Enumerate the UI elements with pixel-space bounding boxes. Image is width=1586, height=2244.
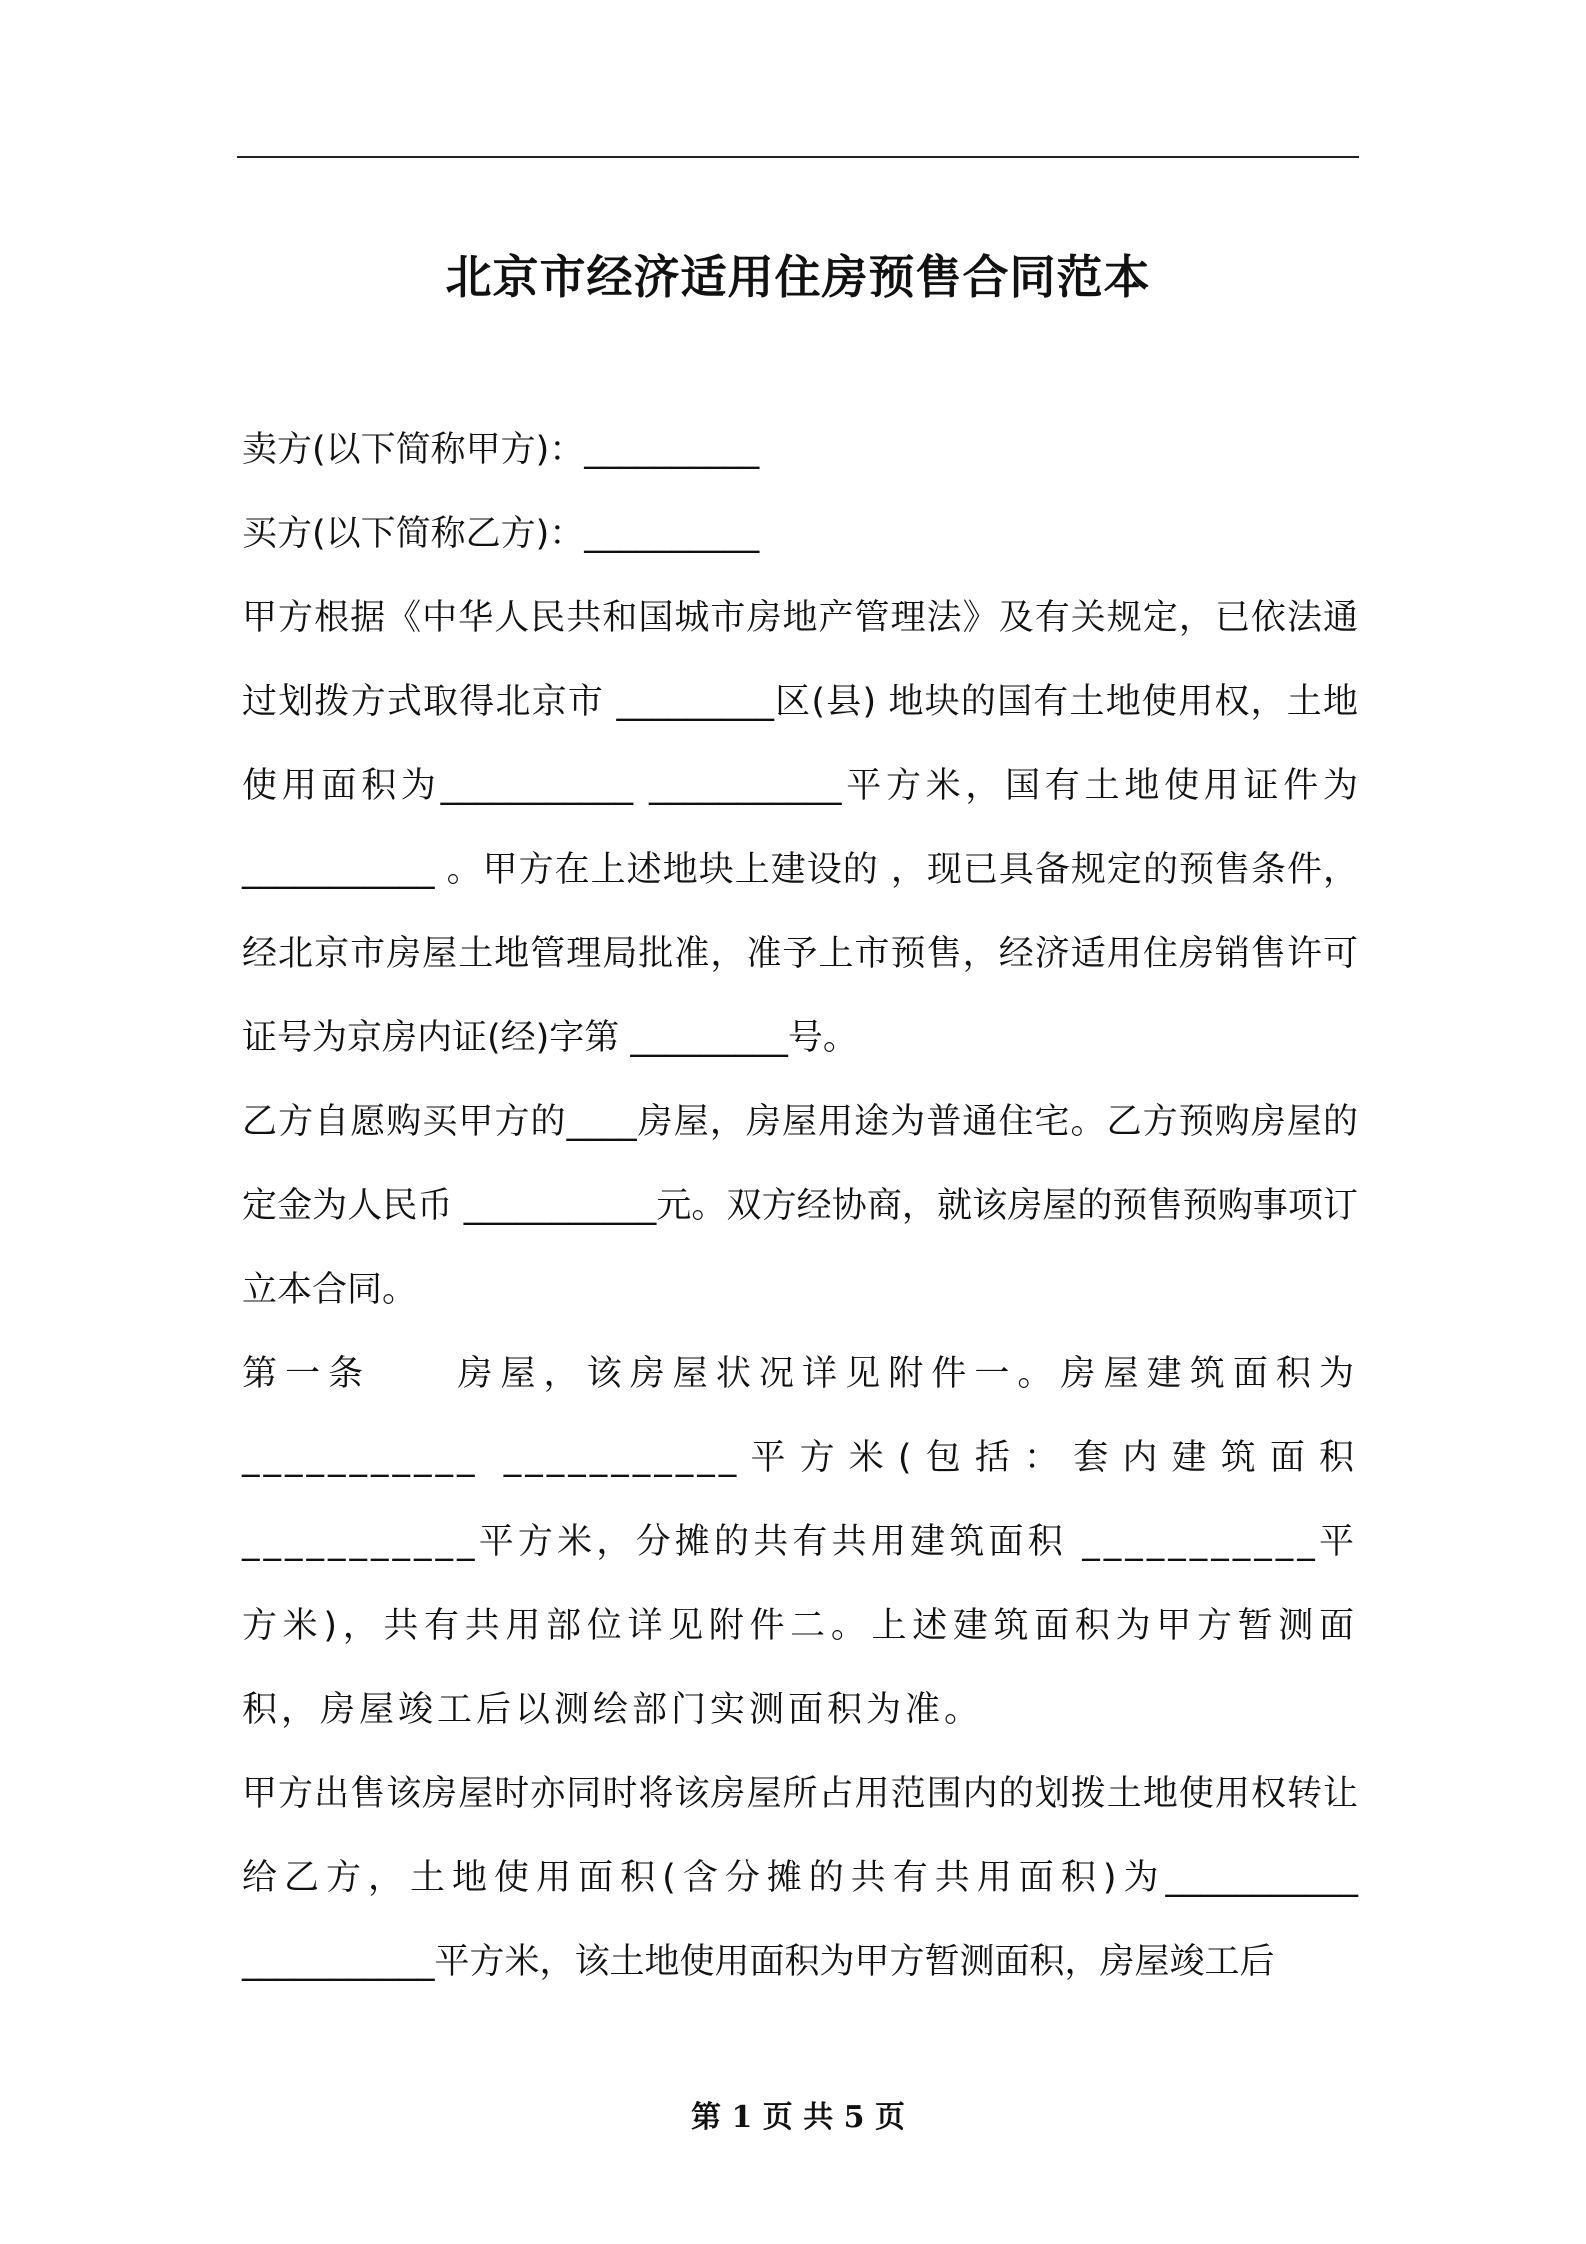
page-number: 第 1 页 共 5 页	[691, 2100, 905, 2135]
document-title: 北京市经济适用住房预售合同范本	[445, 249, 1151, 304]
header-rule	[237, 156, 1359, 158]
document-body	[242, 408, 1358, 2004]
paragraph-land-rights: 甲方根据《中华人民共和国城市房地产管理法》及有关规定，已依法通过划拨方式取得北京市 _________区(县) 地块的国有土地使用权，土地使用面积为___________ ___________平方米，国有土地使用证件为___________ 。甲方在上述地块上建设的 ，现已具备规定的预售条件，经北京市房屋土地管理局批准，准予上市预售，经济适用住房销售许可证号为京房内证(经)字第 _________号。	[242, 598, 1358, 1058]
paragraph-purchase-intent: 乙方自愿购买甲方的____房屋，房屋用途为普通住宅。乙方预购房屋的定金为人民币 ___________元。双方经协商，就该房屋的预售预购事项订立本合同。	[242, 1102, 1358, 1310]
seller-line: 卖方(以下简称甲方)：__________	[242, 430, 760, 470]
buyer-line: 买方(以下简称乙方)：__________	[242, 514, 760, 554]
paragraph-land-transfer: 甲方出售该房屋时亦同时将该房屋所占用范围内的划拨土地使用权转让给乙方，土地使用面积(含分摊的共有共用面积)为___________ ___________平方米，该土地使用面积为甲方暂测面积，房屋竣工后	[242, 1774, 1358, 1982]
article-one: 第一条 房屋，该房屋状况详见附件一。房屋建筑面积为___________ ___________平方米(包括：套内建筑面积 ___________平方米，分摊的共有共用建筑面积 ___________平方米)，共有共用部位详见附件二。上述建筑面积为甲方暂测面积，房屋竣工后以测绘部门实测面积为准。	[242, 1354, 1358, 1730]
